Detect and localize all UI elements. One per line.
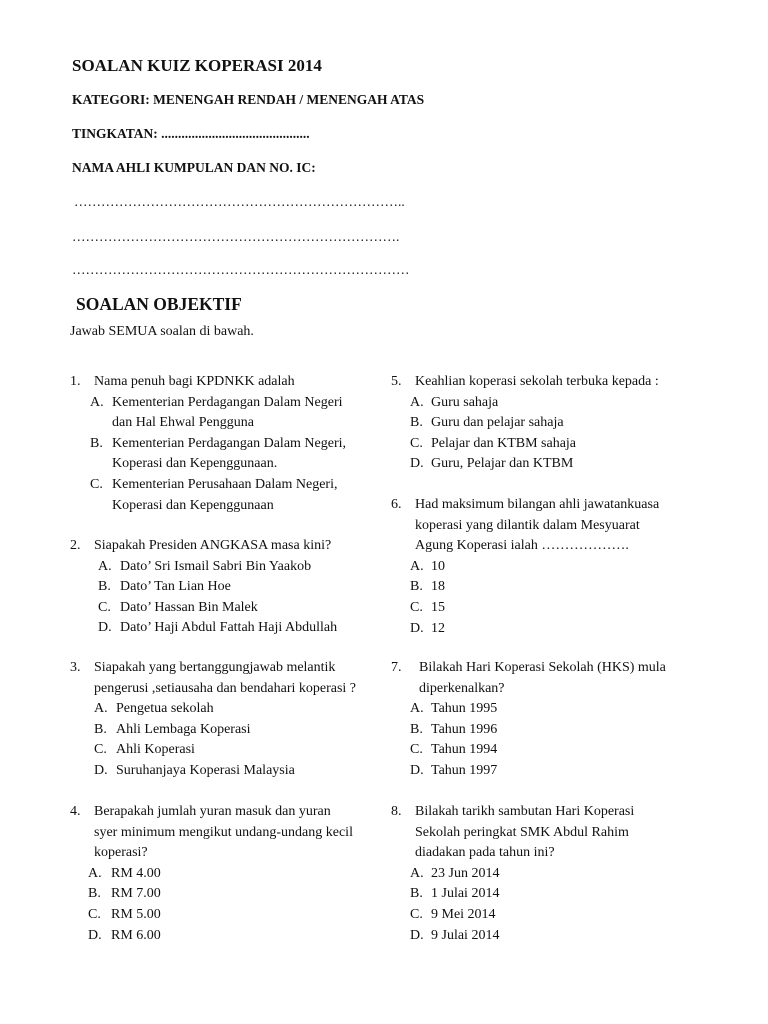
option-letter: A.: [410, 865, 424, 881]
category-line: KATEGORI: MENENGAH RENDAH / MENENGAH ATAS: [72, 92, 425, 107]
option-letter: A.: [410, 394, 424, 410]
option-letter: C.: [98, 599, 111, 615]
option-text: 12: [431, 620, 445, 636]
option-letter: B.: [88, 886, 101, 902]
option-text: 9 Julai 2014: [431, 927, 500, 943]
option-text: 15: [431, 600, 445, 615]
option-text: Koperasi dan Kepenggunaan: [112, 497, 274, 513]
question-number: 5.: [391, 374, 402, 389]
option-text: Tahun 1994: [431, 742, 498, 758]
option-text: RM 6.00: [111, 927, 161, 943]
question-text: Agung Koperasi ialah ……………….: [415, 538, 629, 554]
option-letter: A.: [94, 701, 108, 717]
option-letter: B.: [410, 721, 423, 737]
option-letter: C.: [88, 907, 101, 922]
option-text: dan Hal Ehwal Pengguna: [112, 415, 254, 431]
option-text: Dato’ Sri Ismail Sabri Bin Yaakob: [120, 558, 312, 574]
fill-in-line-3: …………………………………………………………………: [72, 262, 410, 277]
option-text: Pengetua sekolah: [116, 701, 214, 717]
option-text: 9 Mei 2014: [431, 907, 496, 922]
option-text: Dato’ Haji Abdul Fattah Haji Abdullah: [120, 620, 338, 636]
option-letter: B.: [90, 435, 103, 451]
option-text: Guru sahaja: [431, 394, 499, 410]
option-letter: D.: [410, 763, 424, 778]
option-letter: A.: [98, 558, 112, 574]
option-letter: C.: [94, 742, 107, 758]
question-text: koperasi yang dilantik dalam Mesyuarat: [415, 517, 640, 533]
option-text: Kementerian Perdagangan Dalam Negeri: [112, 394, 343, 410]
question-number: 3.: [70, 660, 81, 675]
option-letter: B.: [98, 579, 111, 595]
option-text: Tahun 1995: [431, 701, 498, 717]
option-letter: D.: [94, 763, 108, 778]
fill-in-line-2: ……………………………………………………………….: [72, 229, 400, 244]
question-number: 2.: [70, 538, 81, 553]
question-text: Had maksimum bilangan ahli jawatankuasa: [415, 497, 660, 512]
question-text: Bilakah Hari Koperasi Sekolah (HKS) mula: [419, 660, 666, 675]
option-text: Suruhanjaya Koperasi Malaysia: [116, 763, 295, 778]
option-letter: C.: [410, 600, 423, 615]
option-text: Dato’ Hassan Bin Malek: [120, 599, 258, 615]
option-letter: D.: [98, 620, 112, 636]
option-letter: C.: [410, 907, 423, 922]
section-title: SOALAN OBJEKTIF: [76, 294, 242, 314]
option-text: RM 4.00: [111, 865, 161, 881]
option-text: 10: [431, 558, 445, 574]
option-text: Kementerian Perusahaan Dalam Negeri,: [112, 477, 338, 492]
fill-in-line-1: ………………………………………………………………..: [74, 194, 405, 209]
section-instruction: Jawab SEMUA soalan di bawah.: [70, 324, 254, 339]
option-text: 1 Julai 2014: [431, 886, 500, 902]
option-letter: A.: [410, 701, 424, 717]
question-text: Sekolah peringkat SMK Abdul Rahim: [415, 824, 629, 840]
option-letter: D.: [410, 927, 424, 943]
option-letter: B.: [410, 886, 423, 902]
question-number: 4.: [70, 804, 81, 819]
option-text: Tahun 1997: [431, 763, 498, 778]
option-letter: B.: [410, 579, 423, 595]
option-text: 23 Jun 2014: [431, 865, 500, 881]
question-text: diadakan pada tahun ini?: [415, 845, 555, 861]
option-text: 18: [431, 579, 445, 595]
form-level-field: TINGKATAN: ............................................: [72, 126, 310, 141]
question-number: 1.: [70, 374, 81, 389]
member-names-label: NAMA AHLI KUMPULAN DAN NO. IC:: [72, 160, 316, 175]
option-letter: D.: [88, 927, 102, 943]
question-text: Nama penuh bagi KPDNKK adalah: [94, 374, 295, 389]
option-letter: D.: [410, 456, 424, 472]
option-letter: B.: [94, 721, 107, 737]
option-text: Koperasi dan Kepenggunaan.: [112, 456, 278, 472]
option-text: Guru dan pelajar sahaja: [431, 415, 564, 431]
question-number: 6.: [391, 497, 402, 512]
option-letter: A.: [410, 558, 424, 574]
option-letter: C.: [90, 477, 103, 492]
question-text: Berapakah jumlah yuran masuk dan yuran: [94, 804, 331, 819]
option-text: Tahun 1996: [431, 721, 498, 737]
option-letter: A.: [90, 394, 104, 410]
question-text: Siapakah yang bertanggungjawab melantik: [94, 660, 336, 675]
option-text: Guru, Pelajar dan KTBM: [431, 456, 574, 472]
option-text: Kementerian Perdagangan Dalam Negeri,: [112, 435, 347, 451]
question-text: pengerusi ,setiausaha dan bendahari koperasi ?: [94, 680, 357, 696]
question-text: koperasi?: [94, 845, 148, 861]
question-text: diperkenalkan?: [419, 680, 505, 696]
question-text: Keahlian koperasi sekolah terbuka kepada :: [415, 374, 659, 389]
option-text: Ahli Lembaga Koperasi: [116, 721, 251, 737]
option-letter: C.: [410, 742, 423, 758]
option-text: Ahli Koperasi: [116, 742, 195, 758]
option-text: Dato’ Tan Lian Hoe: [120, 579, 231, 595]
question-number: 7.: [391, 660, 402, 675]
option-text: Pelajar dan KTBM sahaja: [431, 435, 577, 451]
option-text: RM 5.00: [111, 907, 161, 922]
question-text: Bilakah tarikh sambutan Hari Koperasi: [415, 804, 635, 819]
question-number: 8.: [391, 804, 402, 819]
option-letter: B.: [410, 415, 423, 431]
document-title: SOALAN KUIZ KOPERASI 2014: [72, 56, 322, 75]
option-text: RM 7.00: [111, 886, 161, 902]
question-text: syer minimum mengikut undang-undang kecil: [94, 824, 353, 840]
option-letter: D.: [410, 620, 424, 636]
option-letter: A.: [88, 865, 102, 881]
option-letter: C.: [410, 435, 423, 451]
question-text: Siapakah Presiden ANGKASA masa kini?: [94, 538, 332, 553]
